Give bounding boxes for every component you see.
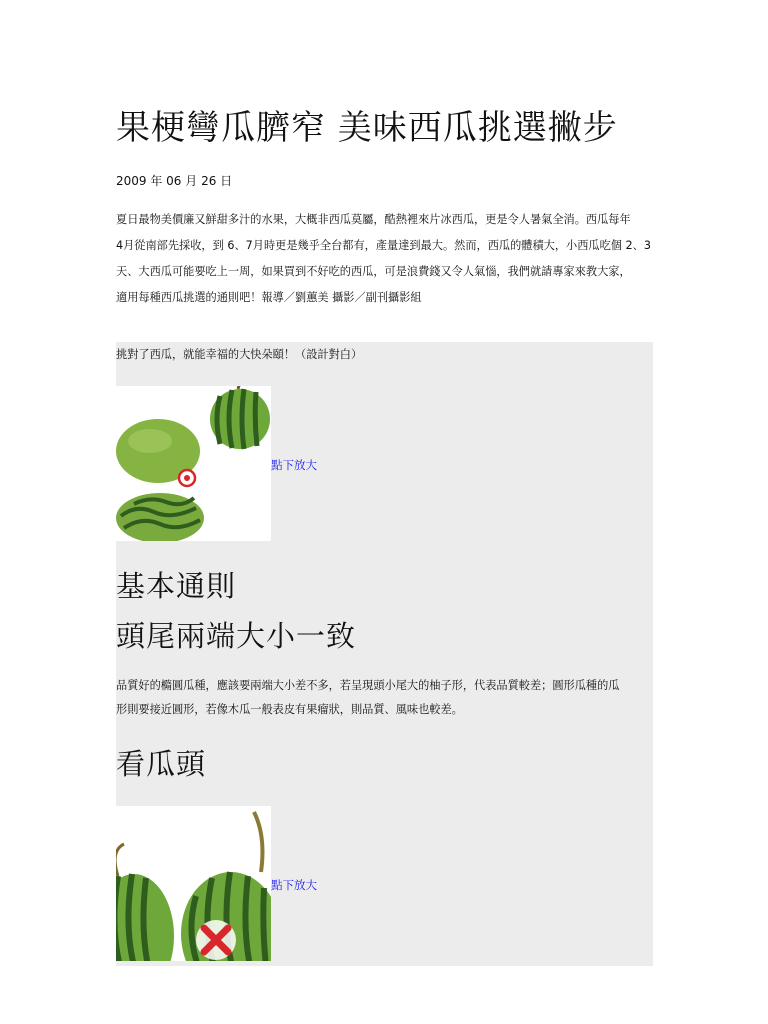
watermelon-illustration-2: [116, 806, 271, 961]
page-title: 果梗彎瓜臍窄 美味西瓜挑選撇步: [116, 108, 618, 148]
body-line: 品質好的橢圓瓜種，應該要兩端大小差不多，若呈現頭小尾大的柚子形，代表品質較差；圓形瓜種的瓜: [116, 679, 620, 692]
watermelon-illustration-1: [116, 386, 271, 541]
section-heading-melon-head: 看瓜頭: [116, 747, 207, 781]
intro-line: 適用每種西瓜挑選的通則吧！報導／劉蕙美 攝影／副刊攝影組: [116, 291, 422, 304]
section-heading-basic-rules: 基本通則: [116, 569, 237, 603]
intro-paragraph: [116, 207, 656, 311]
publish-date: 2009 年 06 月 26 日: [116, 174, 233, 188]
enlarge-link-1[interactable]: 點下放大: [271, 458, 317, 472]
intro-line: 4月從南部先採收，到 6、7月時更是幾乎全台都有，產量達到最大。然而，西瓜的體積大，小西瓜吃個 2、3: [116, 239, 651, 252]
image-caption: 挑對了西瓜，就能幸福的大快朵頤！（設計對白）: [116, 348, 363, 361]
body-line: 形則要接近圓形，若像木瓜一般表皮有果瘤狀，則品質、風味也較差。: [116, 703, 463, 716]
watermelon-photo-1[interactable]: [116, 386, 271, 541]
intro-line: 天、大西瓜可能要吃上一周，如果買到不好吃的西瓜，可是浪費錢又令人氣惱，我們就請專家來教大家，: [116, 265, 631, 278]
enlarge-link-2[interactable]: 點下放大: [271, 878, 317, 892]
intro-line: 夏日最物美價廉又鮮甜多汁的水果，大概非西瓜莫屬，酷熱裡來片冰西瓜，更是令人暑氣全消。西瓜每年: [116, 213, 631, 226]
content-panel: [116, 342, 653, 966]
section-body-shape: [116, 674, 653, 722]
section-heading-shape: 頭尾兩端大小一致: [116, 619, 357, 653]
watermelon-photo-2[interactable]: [116, 806, 271, 961]
